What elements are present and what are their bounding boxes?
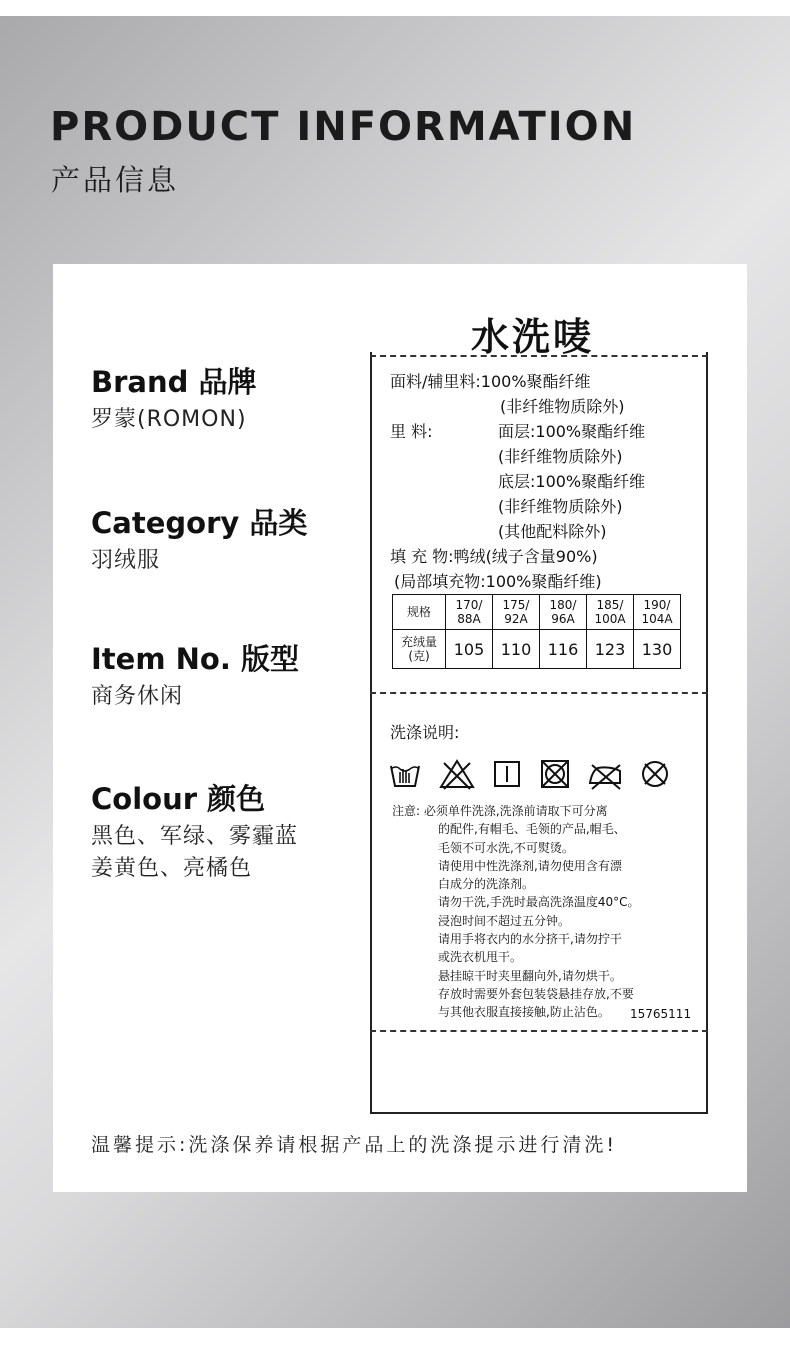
colour-value-line2: 姜黄色、亮橘色 [91,856,253,881]
care-tip: 温馨提示:洗涤保养请根据产品上的洗涤提示进行清洗! [91,1134,618,1156]
table-cell: 110 [493,630,540,669]
size-bottom: 88A [457,612,481,626]
table-row-header: 规格 [393,595,446,630]
category-value: 羽绒服 [91,548,161,573]
table-cell [634,595,681,630]
care-note-line: 与其他衣服直接接触,防止沾色。 [438,1005,610,1020]
size-bottom: 96A [551,612,575,626]
table-cell: 105 [446,630,493,669]
table-cell [587,595,634,630]
table-row [393,630,681,669]
dashed-divider [370,355,708,357]
care-note-line: 请用手将衣内的水分挤干,请勿拧干 [438,932,622,947]
size-table [392,594,681,669]
do-not-dry-clean-icon [638,757,672,791]
brand-value: 罗蒙(ROMON) [91,407,247,432]
care-note-line: 白成分的洗涤剂。 [438,877,535,892]
composition-line: (非纤维物质除外) [498,497,623,516]
size-bottom: 100A [594,612,626,626]
composition-line: 里 料: [390,422,433,441]
care-notes [392,802,639,1022]
info-card [53,264,747,1192]
care-note-line: 存放时需要外套包装袋悬挂存放,不要 [438,986,634,1001]
table-cell: 130 [634,630,681,669]
size-top: 175/ [502,598,530,612]
item-no-label: Item No. 版型 [91,642,299,676]
care-note-line: 请使用中性洗涤剂,请勿使用含有漂 [438,858,622,873]
size-top: 170/ [455,598,483,612]
table-cell: 116 [540,630,587,669]
composition-line: (非纤维物质除外) [498,447,623,466]
care-note-line: 悬挂晾干时夹里翻向外,请勿烘干。 [438,968,622,983]
composition-line: 面层:100%聚酯纤维 [498,422,646,441]
care-label-title: 水洗唛 [471,315,595,359]
composition-line: 面料/辅里料:100%聚酯纤维 [390,372,591,391]
care-note-line: 浸泡时间不超过五分钟。 [438,913,571,928]
size-top: 185/ [596,598,624,612]
size-top: 180/ [549,598,577,612]
table-cell [446,595,493,630]
fill-unit: (克) [408,649,430,663]
care-note-line: 毛领不可水洗,不可熨烫。 [438,840,574,855]
care-note-line: 的配件,有帽毛、毛领的产品,帽毛、 [438,822,626,837]
do-not-bleach-icon [438,757,476,791]
colour-value: 黑色、军绿、雾霾蓝 [91,824,299,849]
hand-wash-icon [388,757,422,791]
care-icons [388,757,688,793]
category-label: Category 品类 [91,506,308,540]
care-note-line: 请勿干洗,手洗时最高洗涤温度40°C。 [438,895,640,910]
line-dry-icon [492,757,522,791]
table-cell [540,595,587,630]
composition-line: 填 充 物:鸭绒(绒子含量90%) [390,547,598,566]
dashed-divider [370,1030,708,1032]
size-top: 190/ [643,598,671,612]
do-not-iron-icon [586,757,624,791]
size-bottom: 104A [641,612,673,626]
care-note-line: 注意: 必须单件洗涤,洗涤前请取下可分离 [392,804,608,818]
label-code: 15765111 [630,1007,692,1021]
table-row [393,595,681,630]
composition-line: (其他配料除外) [498,522,607,541]
colour-label: Colour 颜色 [91,782,266,816]
size-bottom: 92A [504,612,528,626]
do-not-tumble-dry-icon [538,757,572,791]
care-label [370,352,708,1114]
page-subtitle: 产品信息 [51,163,180,197]
composition-line: (局部填充物:100%聚酯纤维) [394,572,602,591]
fill-header: 充绒量 [400,635,437,649]
table-cell [493,595,540,630]
brand-label: Brand 品牌 [91,365,257,399]
page-title: PRODUCT INFORMATION [50,104,637,150]
table-cell: 123 [587,630,634,669]
composition-line: 底层:100%聚酯纤维 [498,472,646,491]
dashed-divider [370,692,708,694]
composition-line: (非纤维物质除外) [500,397,625,416]
wash-heading: 洗涤说明: [390,723,460,742]
care-note-line: 或洗衣机甩干。 [438,950,523,965]
table-row-header [393,630,446,669]
item-no-value: 商务休闲 [91,684,184,709]
